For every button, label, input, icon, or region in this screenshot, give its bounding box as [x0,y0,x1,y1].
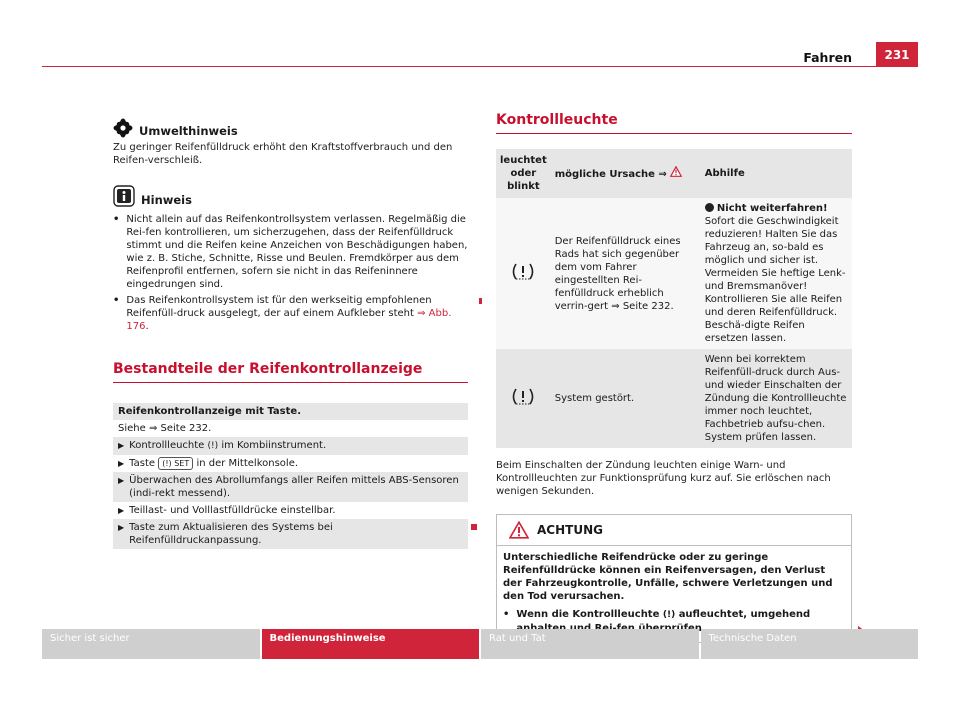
warning-label: ACHTUNG [537,523,603,537]
triangle-bullet-icon: ▶ [118,459,125,468]
tire-key-glyph: (!) [162,459,172,468]
col-header-lights: leuchtet oder blinkt [496,149,551,198]
tire-warning-icon: (!) [662,610,676,620]
components-row: ▶ Überwachen des Abrollumfangs aller Reifen mittels ABS-Sensoren (indi-rekt messend). [113,472,468,502]
page-number: 231 [876,42,918,67]
flower-icon [113,118,133,138]
footer-tab-bedienung[interactable]: Bedienungshinweise [262,629,480,659]
stop-icon [705,203,714,212]
triangle-bullet-icon: ▶ [118,506,125,515]
footer-tab-technik[interactable]: Technische Daten [701,629,919,659]
warning-box [496,514,852,643]
components-see-ref: Siehe ⇒ Seite 232. [118,423,212,434]
tire-pressure-icon [496,349,551,448]
warning-triangle-icon [670,166,682,177]
indicator-table [496,149,852,448]
left-column [113,112,468,549]
footer-tab-sicher[interactable]: Sicher ist sicher [42,629,260,659]
col-header-cause: mögliche Ursache ⇒ [551,149,701,198]
remedy-cell: Wenn bei korrektem Reifenfüll-druck durch Aus- und wieder Einschalten der Zündung die Kontrollleuchte immer noch leuchtet, Fachbetrieb aufsu-chen. System prüfen lassen. [701,349,852,448]
section-rule [496,133,852,134]
cause-cell: System gestört. [551,349,701,448]
warning-text: Unterschiedliche Reifendrücke oder zu geringe Reifenfülldrücke können ein Reifenversagen, den Verlust der Fahrzeugkontrolle, Unfälle, schwere Verletzungen und den Tod verursachen. [503,552,833,602]
section-rule [113,382,468,383]
footer-nav [42,629,918,659]
header-rule [42,66,918,67]
hint-bullet: • Das Reifenkontrollsystem ist für den werkseitig empfohlenen Reifenfüll-druck ausgelegt, der auf einem Aufkleber steht ⇒ Abb. 176. [113,294,468,333]
hint-bullet: • Nicht allein auf das Reifenkontrollsystem verlassen. Regelmäßig die Rei-fen kontrollieren, um sicherzugehen, dass der Reifenfülldruck stimmt und die Reifen keine Anzeichen von Beschädigungen haben, wie z. B. Stiche, Schnitte, Risse und Beulen. Fremdkörper aus dem Reifenprofil entfernen, sofern sie nicht in das Reifeninnere eingedrungen sind. [113,214,468,290]
env-note-header [113,112,468,138]
hint-note-label: Hinweis [141,193,192,207]
triangle-bullet-icon: ▶ [118,441,125,450]
right-column [496,112,852,643]
info-icon [113,185,135,207]
env-note-text: Zu geringer Reifenfülldruck erhöht den Kraftstoffverbrauch und den Reifen-verschleiß. [113,142,453,166]
warning-bullet: • Wenn die Kontrollleuchte (!) aufleuchtet, umgehend [503,609,811,620]
components-table [113,403,468,549]
info-paragraph: Beim Einschalten der Zündung leuchten einige Warn- und Kontrollleuchten zur Funktionsprüfung kurz auf. Sie erlöschen nach wenigen Sekunden. [496,460,831,497]
components-title: Bestandteile der Reifenkontrollanzeige [113,361,423,377]
warning-header [497,515,851,546]
set-key-icon: (!) SET [158,457,193,470]
tire-warning-icon: (!) [207,441,219,451]
remedy-cell: Nicht weiterfahren! Sofort die Geschwindigkeit reduzieren! Halten Sie das Fahrzeug an, so-bald es möglich und sicher ist. Vermeiden Sie heftige Lenk- und Bremsmanöver! Kontrollieren Sie alle Reifen und deren Reifenfülldruck. Beschä-digte Reifen ersetzen lassen. [701,198,852,349]
components-row: ▶ Kontrollleuchte (!) im Kombiinstrument. [113,437,468,455]
env-note-label: Umwelthinweis [139,124,238,138]
footer-tab-rat[interactable]: Rat und Tat [481,629,699,659]
indicator-title: Kontrollleuchte [496,112,618,128]
cause-cell: Der Reifenfülldruck eines Rads hat sich gegenüber dem vom Fahrer eingestellten Rei-fenfülldruck erheblich verrin-gert ⇒ Seite 232. [551,198,701,349]
section-end-marker [479,298,482,304]
tire-pressure-icon [496,198,551,349]
triangle-bullet-icon: ▶ [118,523,125,532]
warning-body [497,546,851,642]
table-row [496,198,852,349]
hint-note-header [113,181,468,207]
table-row [496,349,852,448]
page-title: Fahren [803,50,852,65]
components-row: ▶ Teillast- und Volllastfülldrücke einstellbar. [118,505,336,516]
section-end-marker [471,524,477,530]
figure-link[interactable]: ⇒ Abb. 176 [126,308,452,332]
components-section [113,361,468,549]
warning-triangle-icon [509,521,529,539]
components-row: ▶ Taste (!) SET in der Mittelkonsole. [118,458,299,469]
components-table-header: Reifenkontrollanzeige mit Taste. [113,403,468,420]
col-header-remedy: Abhilfe [701,149,852,198]
triangle-bullet-icon: ▶ [118,476,125,485]
components-row: ▶ Taste zum Aktualisieren des Systems bei Reifenfülldruckanpassung. [113,519,468,549]
